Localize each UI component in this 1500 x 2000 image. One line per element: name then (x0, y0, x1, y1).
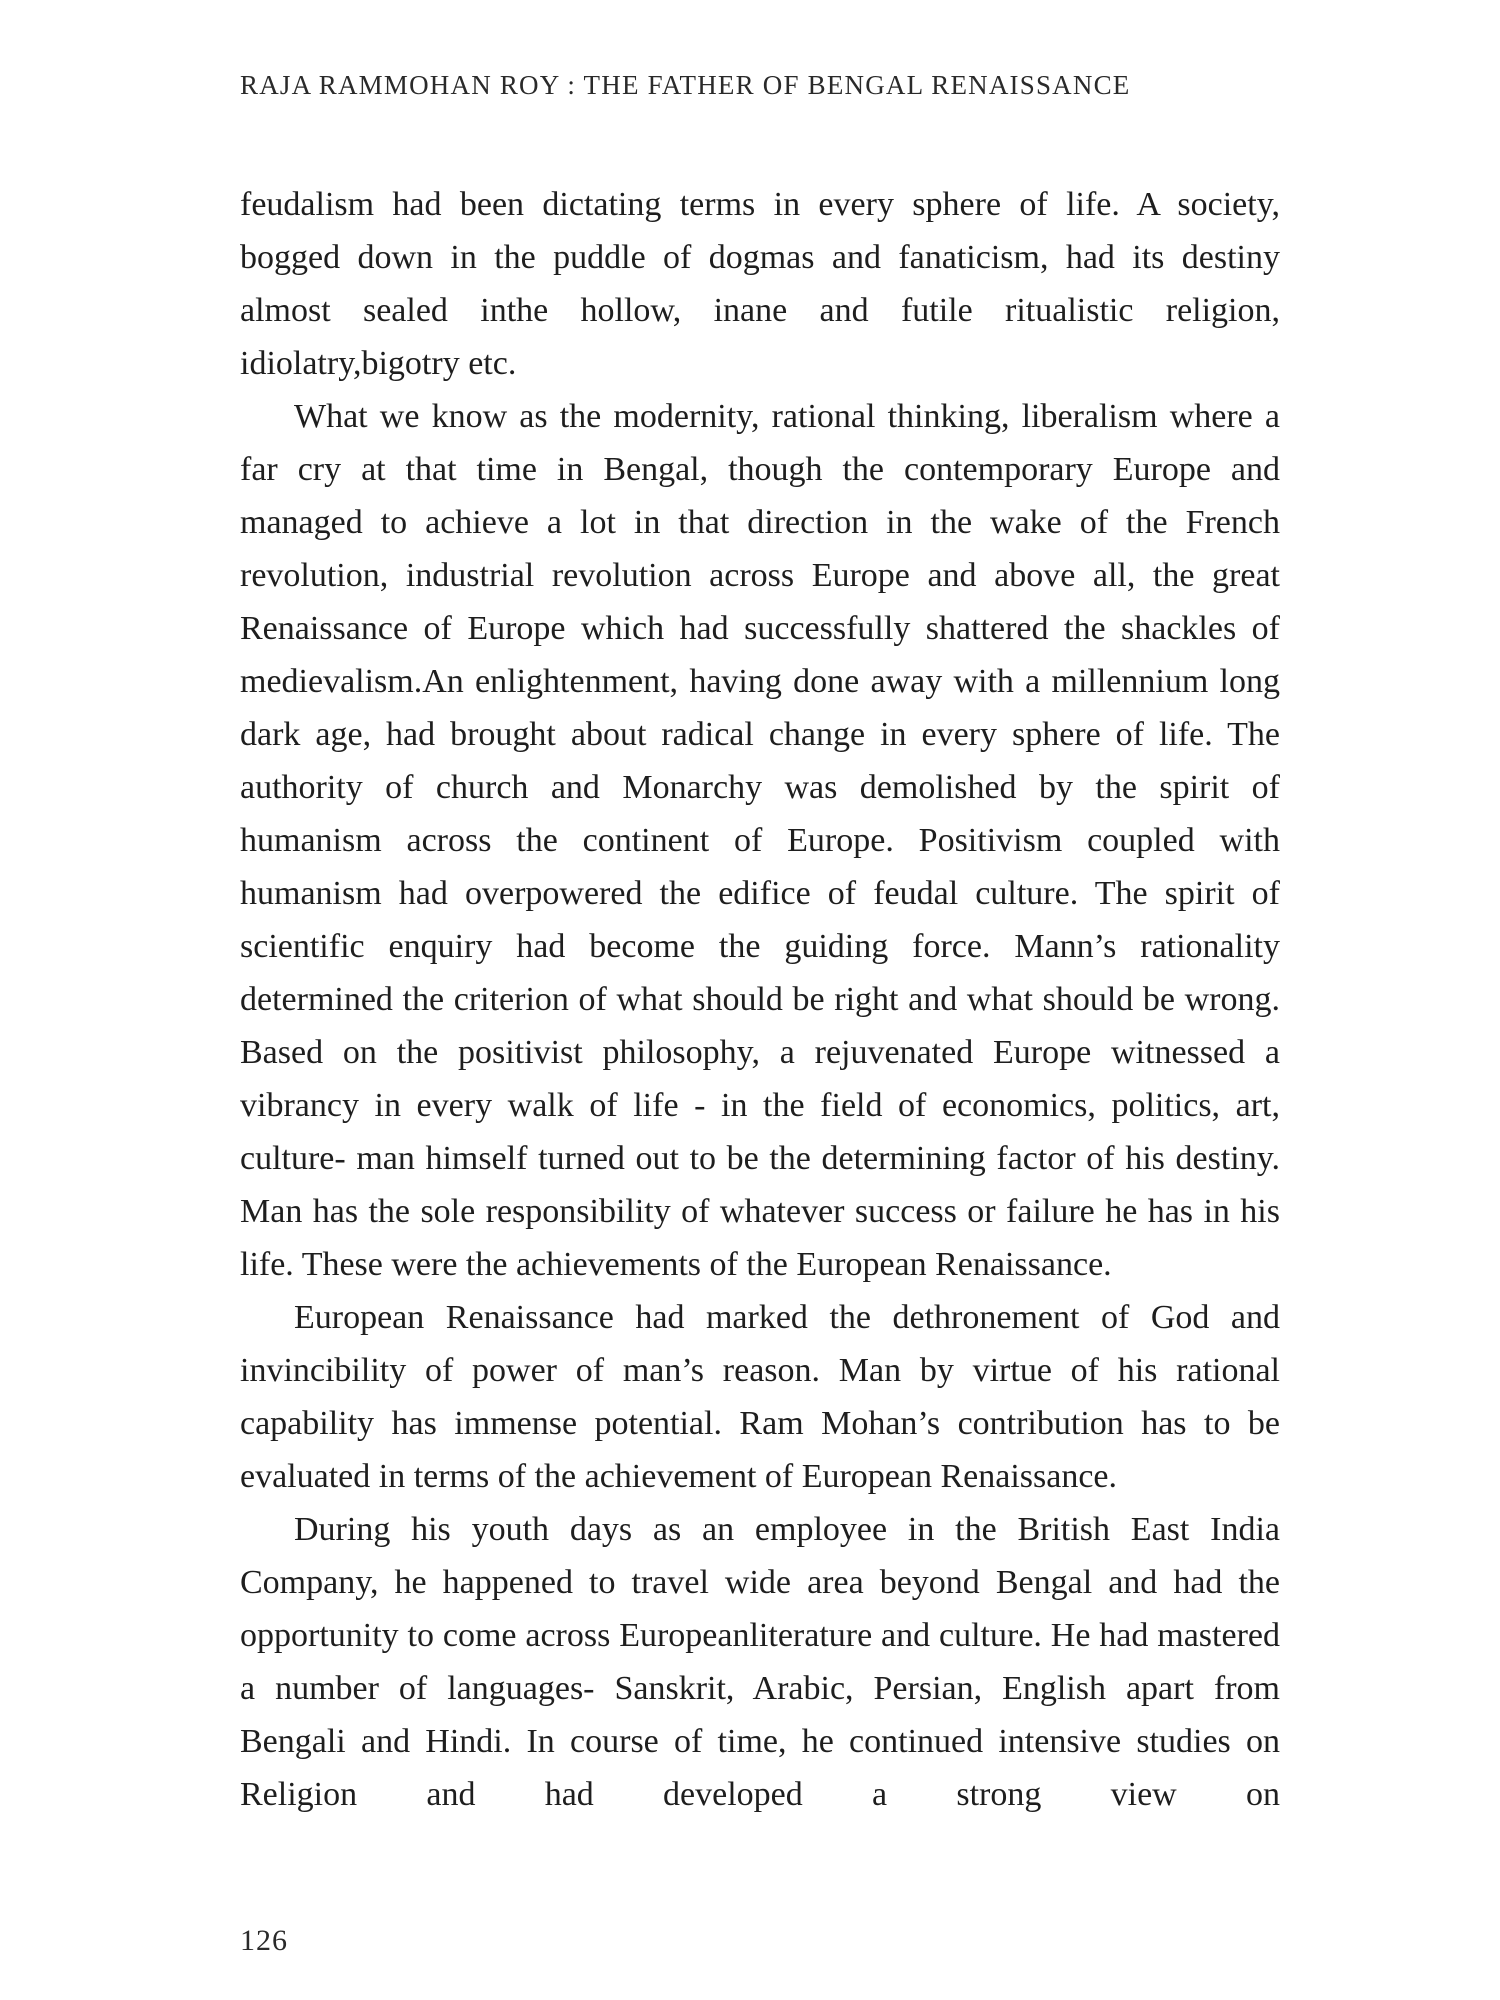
paragraph-2: What we know as the modernity, rational thinking, liberalism where a far cry at that time in Bengal, though the contemporary Europe and managed to achieve a lot in that direction in the wake of the French revolution, industrial revolution across Europe and above all, the great Renaissance of Europe which had successfully shattered the shackles of medievalism.An enlightenment, having done away with a millennium long dark age, had brought about radical change in every sphere of life. The authority of church and Monarchy was demolished by the spirit of humanism across the continent of Europe. Positivism coupled with humanism had overpowered the edifice of feudal culture. The spirit of scientific enquiry had become the guiding force. Mann’s rationality determined the criterion of what should be right and what should be wrong. Based on the positivist philosophy, a rejuvenated Europe witnessed a vibrancy in every walk of life - in the field of economics, politics, art, culture- man himself turned out to be the determining factor of his destiny. Man has the sole responsibility of whatever success or failure he has in his life. These were the achievements of the European Renaissance. (240, 398, 1280, 1283)
paragraph-3: European Renaissance had marked the dethronement of God and invincibility of power of man’s reason. Man by virtue of his rational capability has immense potential. Ram Mohan’s contribution has to be evaluated in terms of the achievement of European Renaissance. (240, 1299, 1280, 1495)
paragraph-1: feudalism had been dictating terms in every sphere of life. A society, bogged down in the puddle of dogmas and fanaticism, had its destiny almost sealed inthe hollow, inane and futile ritualistic religion, idiolatry,bigotry etc. (240, 186, 1280, 382)
body-text (240, 178, 1280, 1821)
page-number: 126 (240, 1924, 288, 1957)
running-head: RAJA RAMMOHAN ROY : THE FATHER OF BENGAL RENAISSANCE (240, 70, 1131, 100)
paragraph-4: During his youth days as an employee in the British East India Company, he happened to travel wide area beyond Bengal and had the opportunity to come across Europeanliterature and culture. He had mastered a number of languages- Sanskrit, Arabic, Persian, English apart from Bengali and Hindi. In course of time, he continued intensive studies on Religion and had developed a strong view on (240, 1511, 1280, 1813)
